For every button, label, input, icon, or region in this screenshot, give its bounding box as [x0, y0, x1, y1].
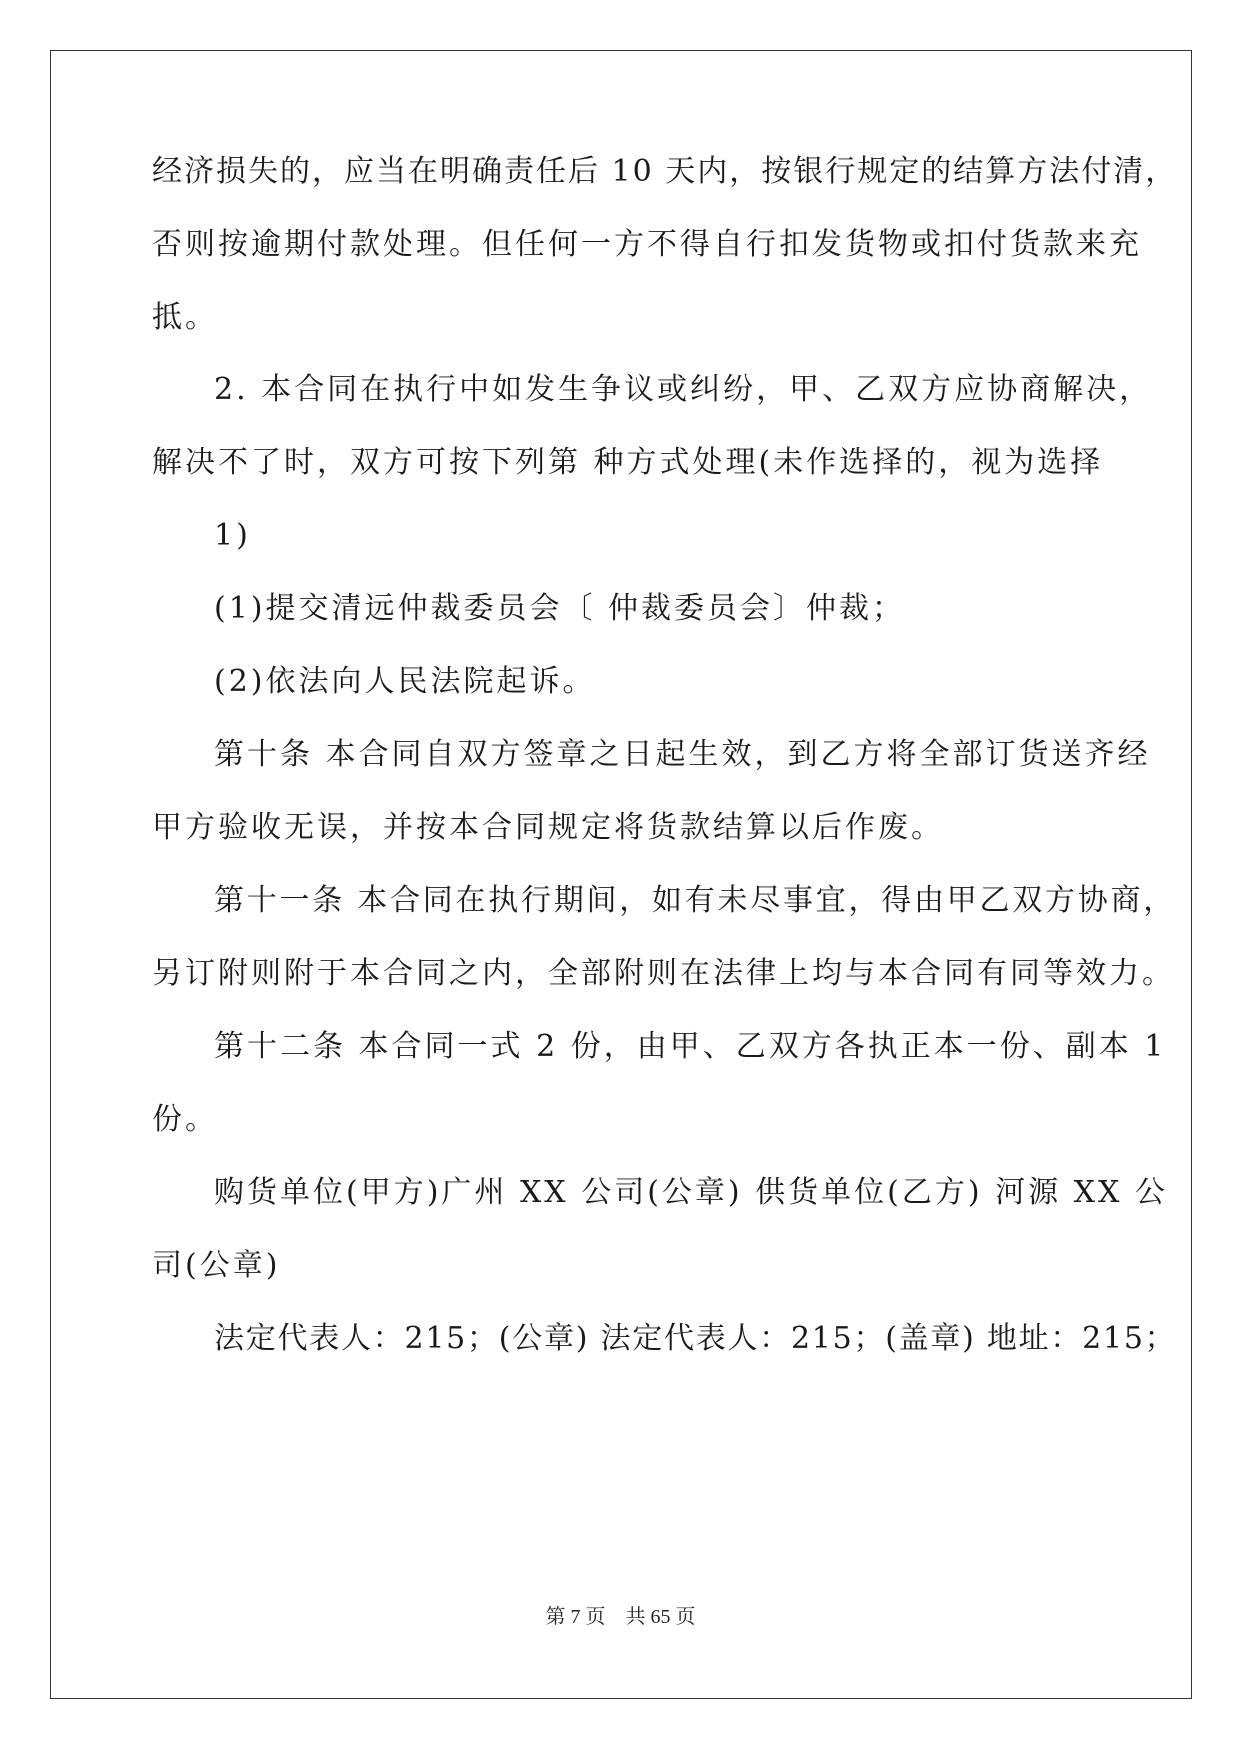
paragraph-line: 另订附则附于本合同之内，全部附则在法律上均与本合同有同等效力。: [152, 956, 1175, 991]
paragraph-line: 抵。: [152, 300, 218, 335]
paragraph-line: 经济损失的，应当在明确责任后 10 天内，按银行规定的结算方法付清，: [152, 154, 1178, 189]
paragraph-line: (2)依法向人民法院起诉。: [214, 664, 596, 699]
paragraph-line: 2. 本合同在执行中如发生争议或纠纷，甲、乙双方应协商解决，: [214, 372, 1153, 407]
paragraph-line: 法定代表人：215；(公章) 法定代表人：215；(盖章) 地址：215；: [214, 1321, 1177, 1356]
paragraph-line: 份。: [152, 1102, 218, 1137]
paragraph-line: 1): [214, 518, 251, 553]
page-border: [50, 50, 1192, 1699]
paragraph-line: 第十一条 本合同在执行期间，如有未尽事宜，得由甲乙双方协商，: [214, 883, 1177, 918]
paragraph-line: 解决不了时，双方可按下列第 种方式处理(未作选择的，视为选择: [152, 445, 1104, 480]
paragraph-line: 甲方验收无误，并按本合同规定将货款结算以后作废。: [152, 810, 944, 845]
page-number: 第 7 页 共 65 页: [545, 1606, 696, 1628]
paragraph-line: 司(公章): [152, 1248, 281, 1283]
paragraph-line: 购货单位(甲方)广州 XX 公司(公章) 供货单位(乙方) 河源 XX 公: [214, 1175, 1168, 1210]
paragraph-line: (1)提交清远仲裁委员会〔 仲裁委员会〕仲裁；: [214, 591, 906, 626]
paragraph-line: 第十二条 本合同一式 2 份，由甲、乙双方各执正本一份、副本 1: [214, 1029, 1167, 1064]
paragraph-line: 第十条 本合同自双方签章之日起生效，到乙方将全部订货送齐经: [214, 737, 1151, 772]
paragraph-line: 否则按逾期付款处理。但任何一方不得自行扣发货物或扣付货款来充: [152, 227, 1142, 262]
